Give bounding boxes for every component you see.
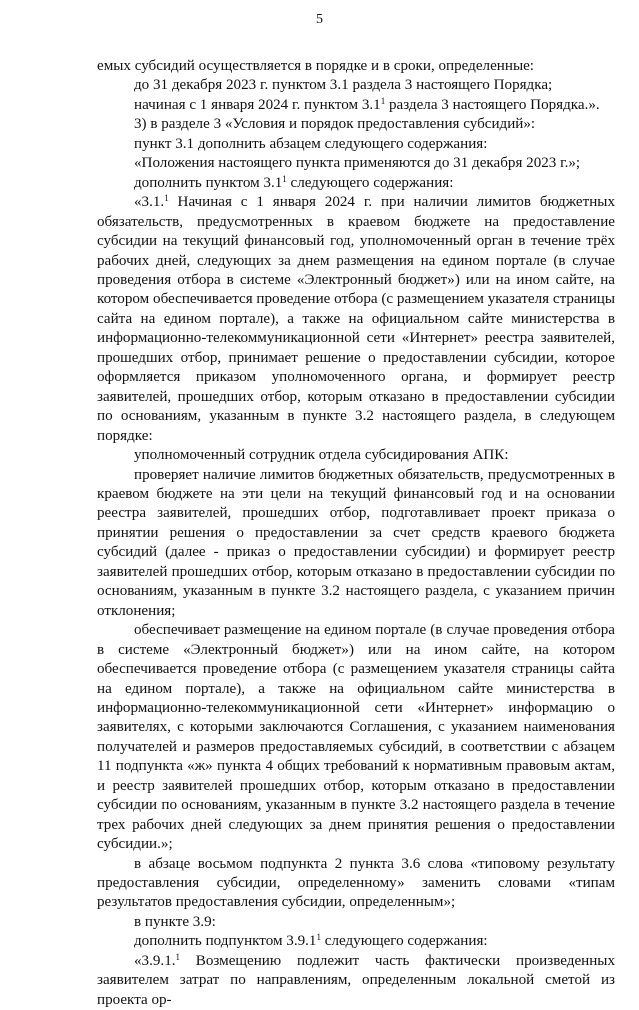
paragraph-text: до 31 декабря 2023 г. пунктом 3.1 раздела 3 настоящего Порядка; [134,77,553,94]
paragraph-text: дополнить подпунктом 3.9.1 [134,933,317,950]
paragraph-text: в пункте 3.9: [134,913,216,930]
paragraph [97,76,615,95]
paragraph [97,466,615,622]
paragraph [97,193,615,446]
page-number: 5 [316,12,323,27]
superscript: 1 [282,173,287,184]
paragraph [97,932,615,951]
paragraph-text: 3) в разделе 3 «Условия и порядок предоставления субсидий»: [134,116,536,133]
paragraph [97,174,615,193]
document-body [97,57,615,1010]
paragraph-text: следующего содержания: [286,174,454,191]
superscript: 1 [316,932,321,943]
paragraph [97,154,615,173]
paragraph-text: обеспечивает размещение на едином портале (в случае проведения отбора в системе «Электронный бюджет») или на ином сайте, на котором обеспечивается проведение отбора (с размещением указателя страницы сайта на едином портале), а также на официальном сайте министерства в информационно-телекоммуникационной сети «Интернет» информацию о заявителях, с которыми заключаются Соглашения, с указанием наименования получателей и размеров предоставляемых субсидий, в соответствии с абзацем 11 подпункта «ж» пункта 4 общих требований к нормативным правовым актам, и реестр заявителей прошедших отбор, которым отказано в предоставлении субсидии по основаниям, указанным в пункте 3.2 настоящего раздела в течение трех рабочих дней следующих за днем принятия решения о предоставлении субсидии.»; [97,622,615,853]
paragraph-text: дополнить пунктом 3.1 [134,174,283,191]
paragraph [97,855,615,913]
superscript: 1 [380,95,386,106]
paragraph-text: начиная с 1 января 2024 г. пунктом 3.1 [134,96,381,113]
paragraph-text: Начиная с 1 января 2024 г. при наличии лимитов бюджетных обязательств, предусмотренных в краевом бюджете на предоставление субсидии на текущий финансовый год, уполномоченный орган в течение трёх рабочих дней, следующих за днем размещения на едином портале (в случае проведения отбора в системе «Электронный бюджет») или на ином сайте, на котором обеспечивается проведение отбора (с размещением указателя страницы сайта на едином портале), а также на официальном сайте министерства в информационно-телекоммуникационной сети «Интернет» реестра заявителей, прошедших отбор, принимает решение о предоставлении субсидии, которое оформляется приказом уполномоченного органа, и формирует реестр заявителей, прошедших отбор, которым отказано в предоставлении субсидии по основаниям, указанным в пункте 3.2 настоящего раздела, в следующем порядке: [97,194,615,444]
paragraph [97,57,615,76]
paragraph-text: раздела 3 настоящего Порядка.». [385,96,600,113]
paragraph-text: емых субсидий осуществляется в порядке и в сроки, определенные: [97,58,534,74]
paragraph [97,96,615,115]
paragraph [97,135,615,154]
paragraph-text: Возмещению подлежит часть фактически произведенных заявителем затрат по направлениям, определенным локальной сметой из проекта ор- [97,952,615,1008]
paragraph-text: «3.9.1. [134,952,176,969]
paragraph-text: уполномоченный сотрудник отдела субсидирования АПК: [134,447,509,464]
paragraph-text: «Положения настоящего пункта применяются до 31 декабря 2023 г.»; [134,155,581,172]
paragraph [97,952,615,1010]
superscript: 1 [175,951,181,962]
paragraph-text: пункт 3.1 дополнить абзацем следующего содержания: [134,135,488,152]
paragraph [97,621,615,854]
paragraph [97,913,615,932]
paragraph-text: следующего содержания: [320,933,488,950]
paragraph [97,115,615,134]
paragraph-text: «3.1. [134,194,165,211]
paragraph-text: в абзаце восьмом подпункта 2 пункта 3.6 слова «типовому результату предоставления субсидии, определенному» заменить словами «типам результатов предоставления субсидии, определенным»; [97,855,615,911]
paragraph [97,446,615,465]
paragraph-text: проверяет наличие лимитов бюджетных обязательств, предусмотренных в краевом бюджете на эти цели на текущий финансовый год и на основании реестра заявителей, прошедших отбор, подготавливает проект приказа о принятии решения о предоставлении за счет средств краевого бюджета субсидий (далее - приказ о предоставлении субсидии) и формирует реестр заявителей прошедших отбор, которым отказано в предоставлении субсидии по основаниям, указанным в пункте 3.2 настоящего раздела, с указанием причин отклонения; [97,466,615,619]
superscript: 1 [164,193,169,204]
